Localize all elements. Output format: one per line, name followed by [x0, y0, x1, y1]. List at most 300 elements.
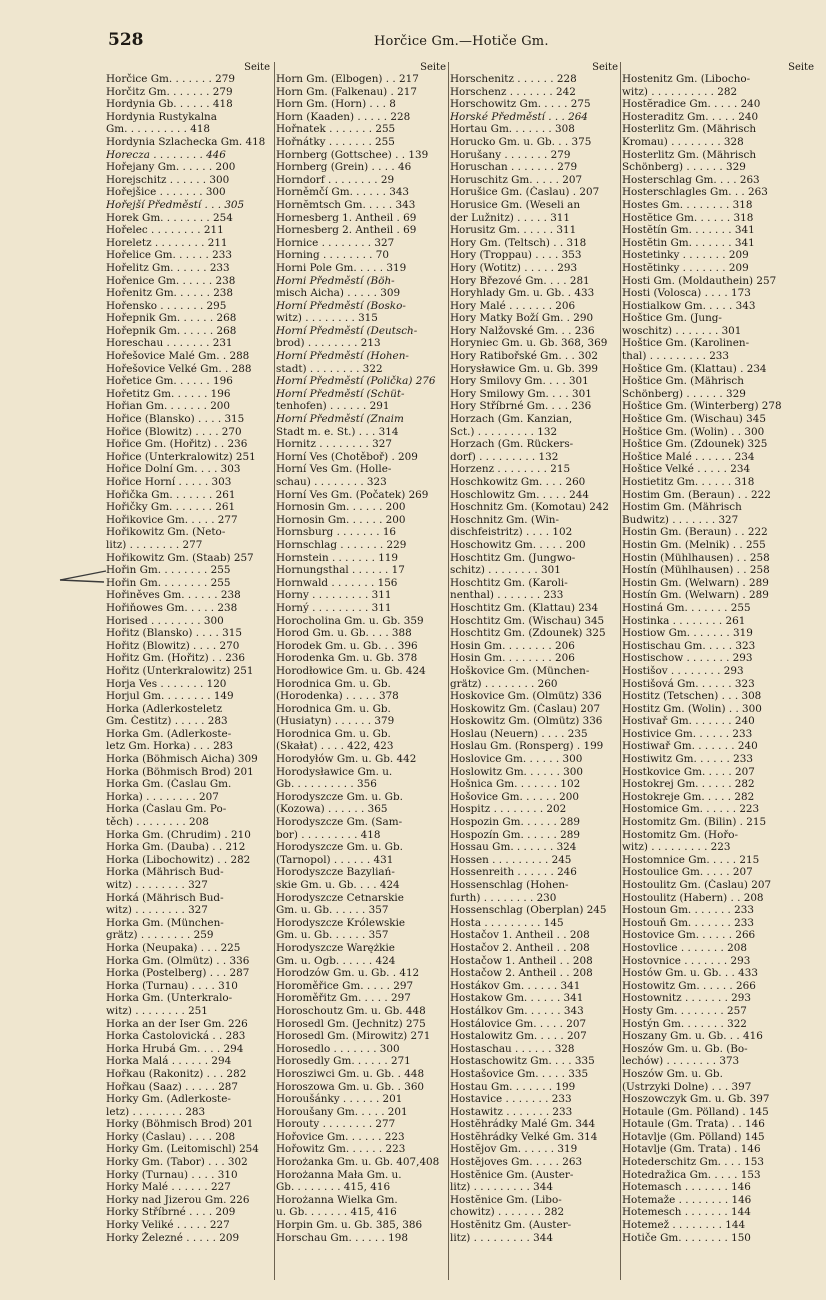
- index-entry: Horny . . . . . . . . . 311: [276, 589, 392, 602]
- index-entry: Hostetinky . . . . . . . 209: [622, 249, 749, 262]
- index-entry: Horka Gm. (Dauba) . . 212: [106, 841, 246, 854]
- index-entry: Hotaule (Gm. Pölland) . 145: [622, 1105, 769, 1118]
- index-entry: brod) . . . . . . . . 213: [276, 337, 381, 350]
- index-entry: Gm. Čestitz) . . . . . 283: [106, 715, 228, 728]
- index-entry: Hordynia Gb. . . . . . 418: [106, 98, 233, 111]
- index-entry: Hořejany Gm. . . . . . 200: [106, 161, 236, 174]
- index-entry: Hostĕtin Gm. . . . . . . 341: [622, 236, 755, 249]
- index-entry: Horodysławice Gm. u.: [276, 765, 393, 778]
- index-entry: Hornungsthal . . . . . . 17: [276, 564, 405, 577]
- index-entry: Hostin Gm. (Beraun) . . 222: [622, 526, 768, 539]
- index-entry: Hořice Horní . . . . . 303: [106, 476, 232, 488]
- index-entry: Hosterlitz Gm. (Mährisch: [622, 148, 757, 161]
- index-column-4: [622, 62, 816, 1282]
- index-entry: Horzenz . . . . . . . . 215: [450, 463, 571, 476]
- index-entry: Hostomitz Gm. (Hořo-: [622, 828, 739, 841]
- index-entry: Horn Gm. (Elbogen) . . 217: [276, 73, 419, 85]
- index-entry: Hořice (Blowitz) . . . . 270: [106, 425, 242, 438]
- index-entry: Hořetitz Gm. . . . . . 196: [106, 387, 231, 400]
- index-entry: Horek Gm. . . . . . . . 254: [106, 211, 233, 224]
- index-entry: Hory Stříbrné Gm. . . . 236: [450, 400, 592, 413]
- index-entry: Horky Stříbrné . . . . 209: [106, 1206, 236, 1219]
- index-entry: der Lužnitz) . . . . . 311: [450, 211, 571, 224]
- index-entry: Horní Předměstí (Bosko-: [276, 299, 406, 312]
- index-entry: Hotavlje (Gm. Pölland) 145: [622, 1130, 765, 1143]
- index-entry: Horyhlady Gm. u. Gb. . 433: [450, 287, 595, 300]
- index-entry: (Ustrzyki Dolne) . . . 397: [622, 1080, 752, 1093]
- index-entry: Hostaschowitz Gm. . . . 335: [450, 1055, 595, 1068]
- index-entry: Hornice . . . . . . . . 327: [276, 236, 395, 249]
- index-entry: Hornesberg 2. Antheil . 69: [276, 224, 417, 237]
- index-entry: Hořin Gm. . . . . . . . 255: [106, 564, 231, 577]
- index-entry: Hostouň Gm. . . . . . . 233: [622, 916, 754, 929]
- index-entry: Hornberg (Gottschee) . . 139: [276, 148, 429, 161]
- index-entry: Hostawitz . . . . . . . 233: [450, 1105, 573, 1118]
- index-entry: Horoschoutz Gm. u. Gb. 448: [276, 1004, 426, 1017]
- index-entry: Gb. . . . . . . . . . 356: [276, 778, 377, 791]
- index-entry: schitz) . . . . . . . . 301: [450, 564, 561, 577]
- index-entry: Hostĕtice Gm. . . . . . 318: [622, 211, 754, 224]
- index-entry: Horzach (Gm. Kanzian,: [450, 413, 573, 426]
- index-entry: Horky nad Jizerou Gm. 226: [106, 1193, 250, 1206]
- index-entry: Hostoun Gm. . . . . . . 233: [622, 904, 754, 917]
- index-entry: Horni Předměstí (Böh-: [276, 274, 395, 287]
- index-entry: Hoschtitz Gm. (Wischau) 345: [450, 614, 605, 627]
- index-entry: Hoskowitz Gm. (Olmütz) 336: [450, 715, 603, 728]
- index-entry: Horysławice Gm. u. Gb. 399: [450, 362, 598, 375]
- index-entry: Hostĕhrádky Velké Gm. 314: [450, 1130, 598, 1143]
- index-entry: Hořenice Gm. . . . . . 238: [106, 274, 236, 287]
- index-entry: Hornosin Gm. . . . . . 200: [276, 501, 406, 514]
- index-entry: Hořiňowes Gm. . . . . 238: [106, 601, 238, 614]
- index-entry: Horka (Libochowitz) . . 282: [106, 853, 251, 866]
- index-entry: Hospozín Gm. . . . . . 289: [450, 828, 580, 841]
- index-entry: Hostim Gm. (Mährisch: [622, 501, 742, 514]
- index-entry: Hostkovice Gm. . . . . 207: [622, 765, 755, 778]
- index-entry: Horouty . . . . . . . . 277: [276, 1118, 396, 1131]
- index-entry: thal) . . . . . . . . . 233: [622, 350, 730, 363]
- index-entry: Horka (Böhmisch Aicha) 309: [106, 753, 258, 766]
- index-entry: Horka Gm. (München-: [106, 916, 224, 929]
- index-entry: Hořenitz Gm. . . . . . 238: [106, 287, 234, 300]
- index-entry: Hořkau (Rakonitz) . . . 282: [106, 1067, 247, 1080]
- index-entry: Horný . . . . . . . . . 311: [276, 601, 392, 614]
- index-entry: Horka Gm. (Olmütz) . . 336: [106, 954, 250, 967]
- index-entry: Horoušany Gm. . . . . 201: [276, 1105, 408, 1118]
- index-entry: Horuschitz Gm. . . . . 207: [450, 173, 583, 186]
- index-entry: Hoszów Gm. u. Gb. (Bo-: [622, 1042, 748, 1055]
- index-entry: Hostovlice . . . . . . . 208: [622, 941, 747, 954]
- index-entry: Hořelec . . . . . . . . 211: [106, 224, 224, 237]
- index-entry: Horodenka Gm. u. Gb. 378: [276, 652, 418, 665]
- index-entry: Horodyszcze Gm. (Sam-: [276, 816, 403, 829]
- index-entry: Horocholina Gm. u. Gb. 359: [276, 614, 424, 627]
- index-entry: Horka Gm. (Časlau Gm.: [106, 778, 232, 791]
- column-divider: [274, 62, 275, 1280]
- index-entry: Hoslovice Gm. . . . . . 300: [450, 753, 583, 766]
- index-entry: Horní Předměstí (Deutsch-: [276, 324, 418, 337]
- index-entry: Hoštice Gm. (Jung-: [622, 312, 722, 325]
- index-entry: těch) . . . . . . . . 208: [106, 816, 209, 829]
- index-entry: Hotavlje (Gm. Trata) . 146: [622, 1143, 761, 1156]
- index-entry: Hosty Gm. . . . . . . . 257: [622, 1004, 747, 1017]
- index-entry: Horka (Časlau Gm. Po-: [106, 803, 227, 816]
- index-entry: Horka (Postelberg) . . . 287: [106, 967, 250, 980]
- index-entry: Hospozin Gm. . . . . . 289: [450, 816, 580, 829]
- index-entry: Hory Ratibořské Gm. . . 302: [450, 350, 598, 363]
- index-entry: Hoštice Malé . . . . . . 234: [622, 450, 755, 463]
- index-entry: Hostišov . . . . . . . . 293: [622, 664, 744, 677]
- index-entry: Hosterlitz Gm. (Mährisch: [622, 123, 757, 136]
- index-entry: Hořešovice Velké Gm. . 288: [106, 362, 252, 375]
- index-entry: Horčice Gm. . . . . . . 279: [106, 73, 235, 85]
- index-entry: Hotedražica Gm. . . . . 153: [622, 1168, 761, 1181]
- index-entry: Horschenz . . . . . . . 242: [450, 85, 576, 98]
- index-entry: Horożanna Wielka Gm.: [276, 1193, 398, 1206]
- index-entry: Hostinka . . . . . . . . 261: [622, 614, 746, 627]
- index-entry: Hořepnik Gm. . . . . . 268: [106, 324, 237, 337]
- index-entry: Hostokrej Gm. . . . . . 282: [622, 778, 755, 791]
- index-entry: Hostĕnitz Gm. (Auster-: [450, 1219, 572, 1232]
- index-entry: grätz) . . . . . . . . 260: [450, 677, 558, 690]
- index-entry: Hostau Gm. . . . . . . 199: [450, 1080, 576, 1093]
- index-entry: Hotemaže . . . . . . . . 146: [622, 1193, 752, 1206]
- index-entry: witz) . . . . . . . . 327: [106, 879, 208, 891]
- index-entry: Hořikowitz Gm. (Neto-: [106, 526, 226, 539]
- index-entry: Hořikowitz Gm. (Staab) 257: [106, 551, 254, 564]
- index-entry: Gm. u. Gb. . . . . . 357: [276, 929, 389, 942]
- index-entry: witz) . . . . . . . . . 223: [622, 841, 731, 854]
- index-entry: Hostálkov Gm. . . . . . 343: [450, 1004, 584, 1017]
- index-entry: Hoschnitz Gm. (Komotau) 242: [450, 501, 610, 514]
- index-entry: Hospitz . . . . . . . . 202: [450, 803, 567, 816]
- index-entry: Hostischow . . . . . . . 293: [622, 652, 753, 665]
- index-columns: [106, 62, 816, 1287]
- index-entry: Hory Smilowy Gm. . . . 301: [450, 387, 592, 400]
- index-entry: Horja Ves . . . . . . . 120: [106, 677, 227, 690]
- index-entry: Horní Předměstí (Schüt-: [276, 387, 405, 400]
- index-entry: Horky Železné . . . . . 209: [106, 1231, 240, 1244]
- index-entry: Horní Předměstí (Hohen-: [276, 350, 409, 363]
- index-entry: Horodłowice Gm. u. Gb. 424: [276, 664, 426, 677]
- index-entry: Hostĕnice Gm. (Libo-: [450, 1193, 562, 1206]
- index-entry: Horoušánky . . . . . . 201: [276, 1093, 403, 1106]
- index-entry: Horky Veliké . . . . . 227: [106, 1219, 230, 1232]
- index-entry: lechów) . . . . . . . . 373: [622, 1055, 740, 1068]
- index-entry: Hoszowczyk Gm. u. Gb. 397: [622, 1093, 770, 1106]
- index-entry: Horodnica Gm. u. Gb.: [276, 727, 391, 740]
- index-entry: Hořitz (Unterkralowitz) 251: [106, 664, 254, 677]
- index-entry: Hostĕjoves Gm. . . . . 263: [450, 1156, 583, 1169]
- index-entry: Hosta . . . . . . . . . 145: [450, 916, 564, 929]
- index-entry: Hostivař Gm. . . . . . . 240: [622, 715, 755, 728]
- index-entry: Hossenreith . . . . . . 246: [450, 866, 577, 879]
- index-entry: Hotederschitz Gm. . . . 153: [622, 1156, 764, 1169]
- index-entry: Hořice Dolní Gm. . . . 303: [106, 463, 241, 476]
- index-entry: (Kozowa) . . . . . . 365: [276, 803, 388, 816]
- index-entry: Hoschnitz Gm. (Win-: [450, 513, 559, 526]
- index-entry: Horka (Neupaka) . . . 225: [106, 941, 241, 954]
- index-entry: Horzach (Gm. Rückers-: [450, 438, 574, 451]
- index-entry: Hoštice Velké . . . . . 234: [622, 463, 751, 476]
- pencil-mark: [58, 568, 118, 584]
- index-entry: Hořikovice Gm. . . . . 277: [106, 513, 238, 526]
- index-entry: Hostoulitz Gm. (Časlau) 207: [622, 879, 772, 891]
- index-entry: furth) . . . . . . . . 230: [450, 891, 557, 904]
- index-entry: Hoštice Gm. (Mährisch: [622, 375, 744, 388]
- index-entry: Hořnatek . . . . . . . 255: [276, 123, 396, 136]
- index-entry: Hostín (Mühlhausen) . . 258: [622, 564, 770, 577]
- index-entry: Hostĕtinky . . . . . . . 209: [622, 261, 749, 274]
- index-entry: Horuschan . . . . . . . 279: [450, 161, 578, 174]
- index-entry: Horka (Böhmisch Brod) 201: [106, 765, 254, 778]
- index-entry: Hostiwař Gm. . . . . . . 240: [622, 740, 758, 753]
- index-entry: Hoslowitz Gm. . . . . . 300: [450, 765, 584, 778]
- column-divider: [448, 62, 449, 1280]
- index-entry: Hostin Gm. (Melnik) . . 255: [622, 538, 766, 551]
- index-entry: stadt) . . . . . . . . 322: [276, 362, 383, 375]
- index-entry: Hoskovice Gm. (Olmütz) 336: [450, 690, 602, 703]
- index-entry: Horčitz Gm. . . . . . . 279: [106, 85, 233, 98]
- index-entry: Hořepnik Gm. . . . . . 268: [106, 312, 237, 325]
- index-entry: Hostákov Gm. . . . . . 341: [450, 979, 581, 992]
- index-entry: Hostovnice . . . . . . . 293: [622, 954, 751, 967]
- index-entry: dischfeistritz) . . . . 102: [450, 526, 573, 539]
- index-entry: Horn Gm. (Horn) . . . 8: [276, 98, 396, 111]
- index-entry: Hořelice Gm. . . . . . 233: [106, 249, 232, 262]
- index-entry: Hořkau (Saaz) . . . . . 287: [106, 1080, 239, 1093]
- index-entry: Horodyszcze Warężkie: [276, 941, 395, 954]
- index-entry: Hostišová Gm. . . . . . 323: [622, 677, 755, 690]
- index-entry: Hoštice Gm. (Karolinen-: [622, 337, 750, 350]
- index-entry: u. Gb. . . . . . . 415, 416: [276, 1206, 397, 1219]
- index-entry: Hordynia Rustykalna: [106, 110, 217, 123]
- index-entry: litz) . . . . . . . . . 344: [450, 1231, 553, 1244]
- index-entry: Hostĕnice Gm. (Auster-: [450, 1168, 574, 1181]
- index-entry: Horoměřice Gm. . . . . 297: [276, 979, 414, 992]
- index-entry: Hořitz (Blansko) . . . . 315: [106, 627, 242, 640]
- index-entry: Hosin Gm. . . . . . . . 206: [450, 639, 575, 652]
- index-entry: witz) . . . . . . . . . . 282: [622, 85, 738, 98]
- index-entry: Hořin Gm. . . . . . . . 255: [106, 576, 231, 589]
- index-entry: grätz) . . . . . . . . 259: [106, 929, 214, 942]
- index-column-3: [450, 62, 620, 1282]
- index-entry: Hoschowitz Gm. . . . . 200: [450, 538, 586, 551]
- index-entry: Hostovice Gm. . . . . . 266: [622, 929, 756, 942]
- index-entry: letz Gm. Horka) . . . 283: [106, 740, 233, 753]
- index-entry: Horka Gm. (Chrudim) . 210: [106, 828, 251, 841]
- index-entry: Horodzów Gm. u. Gb. . 412: [276, 967, 420, 980]
- index-entry: Hornĕmtsch Gm. . . . . 343: [276, 198, 416, 211]
- index-entry: Horodnica Gm. u. Gb.: [276, 677, 391, 690]
- index-entry: Horn Gm. (Falkenau) . 217: [276, 85, 417, 98]
- index-entry: Hory Nalžovské Gm. . . 236: [450, 324, 595, 337]
- index-entry: Hořice Gm. (Hořitz) . . 236: [106, 438, 248, 451]
- index-entry: Stadt m. e. St.) . . . 314: [276, 425, 399, 438]
- index-entry: Hosin Gm. . . . . . . . 206: [450, 652, 575, 665]
- index-entry: Horodyszcze Bazyliań-: [276, 866, 395, 879]
- index-entry: Hostes Gm. . . . . . . . 318: [622, 198, 753, 211]
- index-entry: witz) . . . . . . . . 327: [106, 904, 208, 917]
- index-entry: Schönberg) . . . . . . 329: [622, 161, 746, 174]
- index-entry: Hosti Gm. (Moldauthein) 257: [622, 274, 777, 287]
- index-entry: dorf) . . . . . . . . . 132: [450, 450, 559, 463]
- index-entry: Hoszany Gm. u. Gb. . . 416: [622, 1030, 763, 1043]
- index-entry: Horky (Turnau) . . . . 310: [106, 1168, 238, 1181]
- index-entry: Hostoulice Gm. . . . . 207: [622, 866, 753, 879]
- seite-header: Seite: [788, 62, 814, 73]
- index-entry: Hořiněves Gm. . . . . . 238: [106, 589, 241, 602]
- index-entry: Hoškovice Gm. (München-: [450, 664, 590, 677]
- index-entry: Hornsburg . . . . . . . 16: [276, 526, 397, 539]
- index-entry: Hoschtitz Gm. (Klattau) 234: [450, 601, 599, 614]
- index-entry: bor) . . . . . . . . . 418: [276, 828, 381, 841]
- index-entry: Horky Gm. (Adlerkoste-: [106, 1093, 231, 1106]
- index-entry: Horusitz Gm. . . . . . 311: [450, 224, 577, 237]
- index-entry: Hořitz Gm. (Hořitz) . . 236: [106, 652, 246, 665]
- index-entry: Budwitz) . . . . . . . 327: [622, 513, 739, 526]
- index-entry: Horodnica Gm. u. Gb.: [276, 702, 391, 715]
- index-entry: Horka Malá . . . . . . 294: [106, 1055, 232, 1068]
- index-column-1: [106, 62, 272, 1282]
- index-entry: Hostivice Gm. . . . . . 233: [622, 727, 753, 740]
- index-entry: Horosedlo . . . . . . . 300: [276, 1042, 400, 1055]
- index-entry: Hornschlag . . . . . . . 229: [276, 538, 407, 551]
- index-entry: Hostálovice Gm. . . . . 207: [450, 1017, 587, 1030]
- index-entry: Hosterschlagles Gm. . . 263: [622, 186, 768, 199]
- index-entry: Hostašovice Gm. . . . . 335: [450, 1067, 589, 1080]
- index-entry: Gm. u. Gb. . . . . . 357: [276, 904, 389, 917]
- index-entry: Horusice Gm. (Weseli an: [450, 198, 581, 211]
- index-entry: Gb. . . . . . . . 415, 416: [276, 1181, 391, 1194]
- index-entry: Hostačov 1. Antheil . . 208: [450, 929, 590, 942]
- index-entry: Horní Předměstí (Znaim: [276, 413, 404, 426]
- index-entry: chowitz) . . . . . . . 282: [450, 1206, 565, 1219]
- index-entry: Sct.) . . . . . . . . . 132: [450, 425, 558, 438]
- index-entry: Horka (Adlerkosteletz: [106, 702, 223, 715]
- index-entry: Hoštice Gm. (Wischau) 345: [622, 413, 766, 426]
- column-divider: [620, 62, 621, 1280]
- index-entry: Hory Matky Boží Gm. . 290: [450, 312, 594, 325]
- index-entry: Horejschitz . . . . . . 300: [106, 173, 230, 186]
- index-entry: Hoschtitz Gm. (Zdounek) 325: [450, 627, 606, 640]
- index-entry: nenthal) . . . . . . . 233: [450, 589, 564, 602]
- index-entry: Hornitz . . . . . . . . 327: [276, 438, 392, 451]
- index-entry: Horosedl Gm. (Mirowitz) 271: [276, 1030, 431, 1043]
- index-entry: Hořejšice . . . . . . . 300: [106, 186, 226, 199]
- index-entry: (Tarnopol) . . . . . . 431: [276, 853, 394, 866]
- index-entry: Hosterschlag Gm. . . . 263: [622, 173, 760, 186]
- index-entry: Horosedly Gm. . . . . . 271: [276, 1055, 411, 1068]
- index-entry: Horschau Gm. . . . . . 198: [276, 1231, 408, 1244]
- index-entry: Horning . . . . . . . . 70: [276, 249, 390, 262]
- index-entry: Horodyszcze Cetnarskie: [276, 891, 404, 904]
- index-entry: Horní Ves Gm. (Počatek) 269: [276, 488, 429, 501]
- index-entry: Hostĕradice Gm. . . . . 240: [622, 98, 761, 111]
- index-entry: Hořejší Předměstí . . . 305: [106, 198, 245, 211]
- index-entry: Hostavice . . . . . . . 233: [450, 1093, 572, 1106]
- index-entry: Horni Pole Gm. . . . . 319: [276, 261, 407, 274]
- index-entry: Horky Malé . . . . . . 227: [106, 1181, 231, 1194]
- index-entry: Hořowitz Gm. . . . . . 223: [276, 1143, 406, 1156]
- index-entry: Hostĕjov Gm. . . . . . 319: [450, 1143, 578, 1156]
- index-entry: Hoschlowitz Gm. . . . . 244: [450, 488, 589, 501]
- index-entry: Horodyszcze Gm. u. Gb.: [276, 790, 403, 803]
- index-entry: Horod Gm. u. Gb. . . . 388: [276, 627, 412, 640]
- index-entry: Horušany . . . . . . . 279: [450, 148, 571, 161]
- index-entry: Hoštice Gm. (Wolin) . . 300: [622, 425, 765, 438]
- index-entry: Hotemež . . . . . . . . 144: [622, 1219, 746, 1232]
- index-entry: Gm. . . . . . . . . . 418: [106, 123, 211, 136]
- index-entry: Hosteraditz Gm. . . . . 240: [622, 110, 759, 123]
- index-entry: Hostenitz Gm. (Libocho-: [622, 73, 751, 85]
- index-entry: Hostačov 2. Antheil . . 208: [450, 941, 590, 954]
- index-entry: Horucko Gm. u. Gb. . . 375: [450, 135, 592, 148]
- index-entry: Horka Gm. (Unterkralo-: [106, 992, 233, 1005]
- index-entry: Hořensko . . . . . . . 295: [106, 299, 227, 312]
- index-entry: Hostomitz Gm. (Bilin) . 215: [622, 816, 767, 829]
- index-entry: Kromau) . . . . . . . . 328: [622, 135, 744, 148]
- index-entry: Hostiwitz Gm. . . . . . 233: [622, 753, 753, 766]
- index-entry: Schönberg) . . . . . . 329: [622, 387, 746, 400]
- index-entry: Horosziwci Gm. u. Gb. . 448: [276, 1067, 425, 1080]
- index-entry: Hoštice Gm. (Zdounek) 325: [622, 438, 768, 451]
- index-entry: Hostakow Gm. . . . . . 341: [450, 992, 584, 1005]
- index-entry: (Husiatyn) . . . . . . 379: [276, 715, 395, 728]
- index-entry: Hostowitz Gm. . . . . . 266: [622, 979, 756, 992]
- index-entry: Hostýn Gm. . . . . . . 322: [622, 1017, 747, 1030]
- index-entry: Hornstein . . . . . . . 119: [276, 551, 399, 564]
- index-entry: Hossenschlag (Hohen-: [450, 879, 569, 891]
- index-entry: Hostomnice Gm. . . . . 215: [622, 853, 760, 866]
- index-entry: Hoslau Gm. (Ronsperg) . 199: [450, 740, 604, 753]
- index-entry: Hotemasch . . . . . . . 146: [622, 1181, 751, 1194]
- index-entry: Hornosin Gm. . . . . . 200: [276, 513, 406, 526]
- index-entry: (Skałat) . . . . 422, 423: [276, 740, 394, 753]
- index-entry: Hostokreje Gm. . . . . 282: [622, 790, 755, 803]
- index-entry: Hoszów Gm. u. Gb.: [622, 1067, 723, 1080]
- index-entry: Hostĕtín Gm. . . . . . . 341: [622, 224, 755, 237]
- index-entry: Hory (Wotitz) . . . . . 293: [450, 261, 578, 274]
- index-entry: Horeletz . . . . . . . . 211: [106, 236, 228, 249]
- index-entry: Hossen . . . . . . . . . 245: [450, 853, 572, 866]
- index-entry: woschitz) . . . . . . . 301: [622, 324, 742, 337]
- index-entry: Hořešovice Malé Gm. . 288: [106, 350, 250, 363]
- index-entry: Hory Malé . . . . . . . 206: [450, 299, 576, 312]
- index-entry: Hořovice Gm. . . . . . 223: [276, 1130, 405, 1143]
- index-entry: Horschowitz Gm. . . . . 275: [450, 98, 591, 111]
- index-entry: Hostownitz . . . . . . . 293: [622, 992, 752, 1005]
- index-entry: litz) . . . . . . . . . 344: [450, 1181, 553, 1194]
- index-entry: witz) . . . . . . . . 251: [106, 1004, 208, 1017]
- index-entry: Horschenitz . . . . . . 228: [450, 73, 577, 85]
- index-entry: Hostim Gm. (Beraun) . . 222: [622, 488, 771, 501]
- index-entry: Hory (Troppau) . . . . 353: [450, 249, 582, 262]
- index-entry: Hoschtitz Gm. (Jungwo-: [450, 551, 576, 564]
- index-entry: Horká (Mährisch Bud-: [106, 891, 224, 904]
- index-entry: Hoschtitz Gm. (Karoli-: [450, 576, 568, 589]
- index-entry: Horodyłów Gm. u. Gb. 442: [276, 753, 417, 766]
- index-entry: Hornwald . . . . . . . 156: [276, 576, 398, 589]
- index-entry: Horské Předměstí . . . 264: [450, 110, 588, 123]
- seite-header: Seite: [592, 62, 618, 73]
- index-entry: Hořičky Gm. . . . . . . 261: [106, 501, 236, 514]
- seite-header: Seite: [420, 62, 446, 73]
- seite-header: Seite: [244, 62, 270, 73]
- index-entry: Hostin Gm. (Welwarn) . 289: [622, 576, 769, 589]
- index-entry: Hostín Gm. (Welwarn) . 289: [622, 589, 769, 602]
- index-entry: witz) . . . . . . . . 315: [276, 312, 378, 325]
